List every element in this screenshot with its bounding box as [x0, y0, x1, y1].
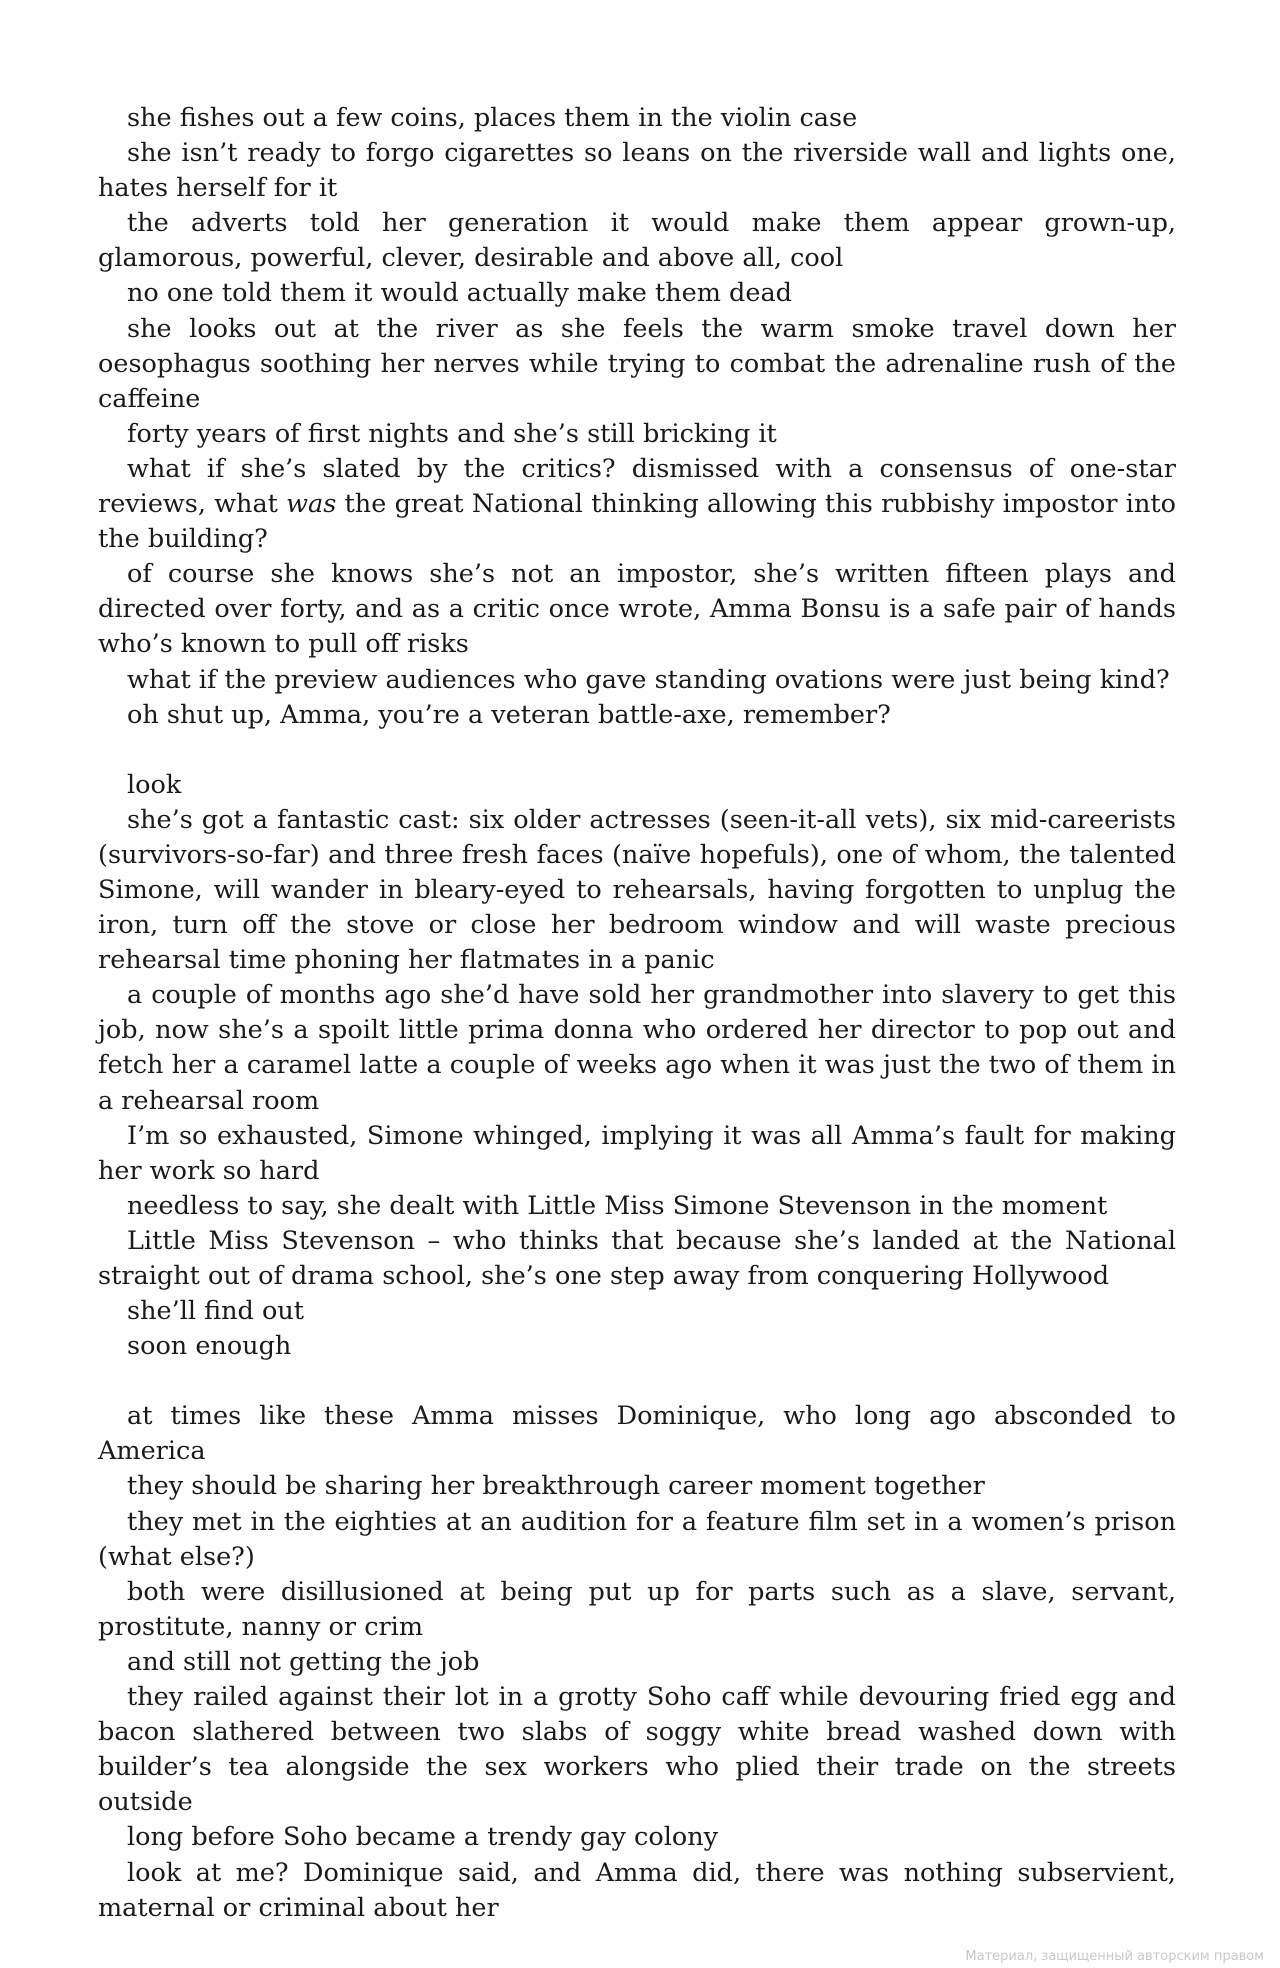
paragraph	[98, 452, 1176, 557]
paragraph: they railed against their lot in a grotty Soho caff while devouring fried egg and bacon slathered between two slabs of soggy white bread washed down with builder’s tea alongside the sex workers who plied their trade on the streets outside	[98, 1682, 1176, 1818]
page-body	[98, 101, 1176, 1926]
paragraph: and still not getting the job	[127, 1646, 480, 1677]
paragraph: at times like these Amma misses Dominique, who long ago absconded to America	[98, 1401, 1176, 1467]
paragraph: no one told them it would actually make them dead	[127, 278, 792, 309]
paragraph: a couple of months ago she’d have sold her grandmother into slavery to get this job, now she’s a spoilt little prima donna who ordered her director to pop out and fetch her a caramel latte a couple of weeks ago when it was just the two of them in a rehearsal room	[98, 980, 1176, 1116]
paragraph: what if the preview audiences who gave standing ovations were just being kind?	[127, 664, 1170, 695]
text-run: the great National thinking allowing this rubbishy impostor into the building?	[98, 489, 1176, 555]
paragraph: look at me? Dominique said, and Amma did, there was nothing subservient, maternal or criminal about her	[98, 1857, 1176, 1923]
paragraph: Little Miss Stevenson – who thinks that because she’s landed at the National straight out of drama school, she’s one step away from conquering Hollywood	[98, 1225, 1176, 1291]
section-break	[98, 1364, 1176, 1399]
paragraph: she’s got a fantastic cast: six older actresses (seen-it-all vets), six mid-careerists (survivors-so-far) and three fresh faces (naïve hopefuls), one of whom, the talented Simone, will wander in bleary-eyed to rehearsals, having forgotten to unplug the iron, turn off the stove or close her bedroom window and will waste precious rehearsal time phoning her flatmates in a panic	[98, 804, 1176, 976]
paragraph: she isn’t ready to forgo cigarettes so leans on the riverside wall and lights one, hates herself for it	[98, 138, 1176, 204]
emphasis: was	[286, 489, 337, 520]
paragraph: I’m so exhausted, Simone whinged, implying it was all Amma’s fault for making her work so hard	[98, 1120, 1176, 1186]
section-break	[98, 733, 1176, 768]
paragraph: forty years of first nights and she’s still bricking it	[127, 418, 777, 449]
paragraph: soon enough	[127, 1331, 292, 1362]
paragraph: the adverts told her generation it would make them appear grown-up, glamorous, powerful, clever, desirable and above all, cool	[98, 208, 1176, 274]
paragraph: needless to say, she dealt with Little Miss Simone Stevenson in the moment	[127, 1190, 1108, 1221]
paragraph: they should be sharing her breakthrough career moment together	[127, 1471, 985, 1502]
paragraph: of course she knows she’s not an impostor, she’s written fifteen plays and directed over forty, and as a critic once wrote, Amma Bonsu is a safe pair of hands who’s known to pull off risks	[98, 559, 1176, 660]
paragraph: look	[127, 769, 182, 800]
paragraph: they met in the eighties at an audition for a feature film set in a women’s prison (what else?)	[98, 1506, 1176, 1572]
paragraph: she fishes out a few coins, places them in the violin case	[127, 103, 858, 133]
copyright-watermark: Материал, защищенный авторским правом	[965, 1949, 1264, 1964]
paragraph: oh shut up, Amma, you’re a veteran battle-axe, remember?	[127, 699, 891, 730]
text-run: what if she’s slated by the critics? dismissed with a consensus of one-star reviews, what	[98, 453, 1176, 520]
paragraph: both were disillusioned at being put up for parts such as a slave, servant, prostitute, nanny or crim	[98, 1576, 1176, 1642]
paragraph: she’ll find out	[127, 1296, 305, 1327]
paragraph: long before Soho became a trendy gay colony	[127, 1822, 719, 1853]
paragraph: she looks out at the river as she feels the warm smoke travel down her oesophagus soothing her nerves while trying to combat the adrenaline rush of the caffeine	[98, 313, 1176, 414]
